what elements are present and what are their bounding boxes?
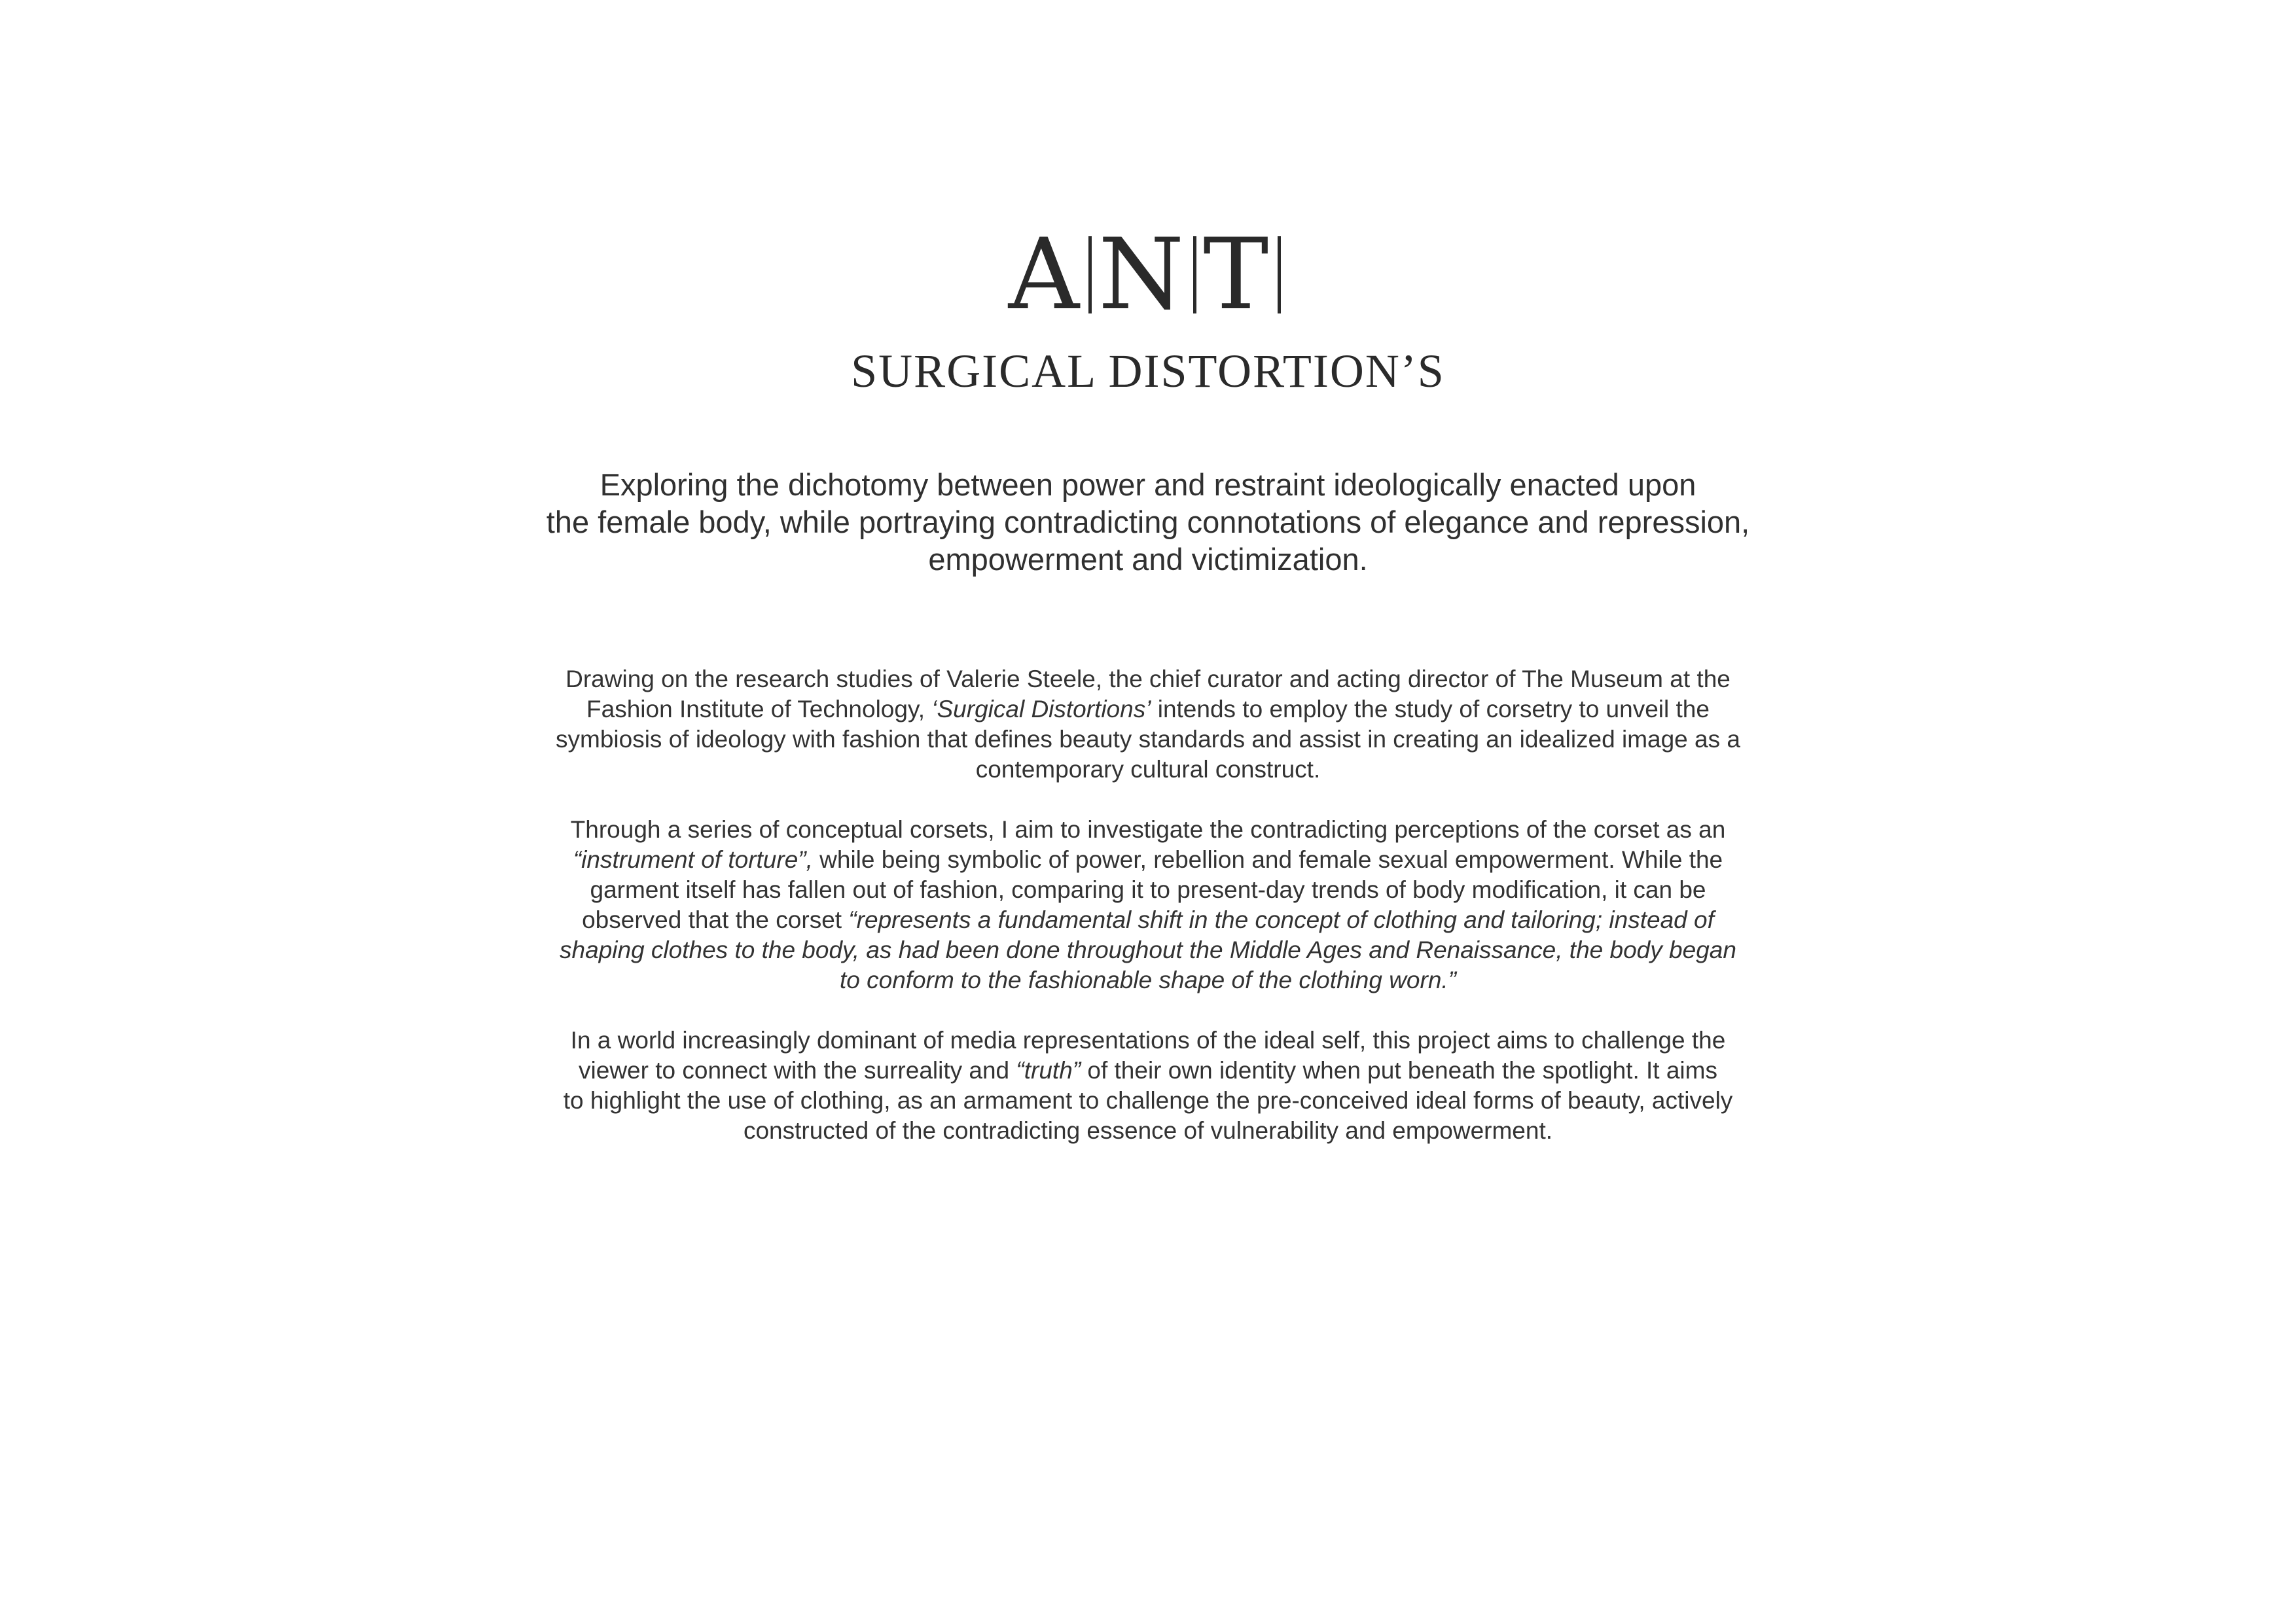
quote-emphasis: “represents a fundamental shift in the concept of clothing and tailoring; instead of xyxy=(848,906,1714,933)
paragraph-line: constructed of the contradicting essence of vulnerability and empowerment. xyxy=(743,1117,1553,1144)
paragraph-line: Fashion Institute of Technology, ‘Surgical Distortions’ intends to employ the study of corsetry to unveil the xyxy=(586,696,1710,722)
lead-statement xyxy=(493,466,1803,578)
paragraph-corsets xyxy=(520,815,1776,995)
logo-divider xyxy=(1193,236,1196,313)
paragraph-line xyxy=(520,965,1776,995)
paragraph-line: viewer to connect with the surreality and “truth” of their own identity when put beneath the spotlight. It aims xyxy=(579,1057,1717,1084)
logo-letter-a: A xyxy=(1008,218,1082,332)
lead-line: Exploring the dichotomy between power and restraint ideologically enacted upon xyxy=(600,467,1696,502)
paragraph-line: Drawing on the research studies of Valerie Steele, the chief curator and acting director of The Museum at the xyxy=(565,666,1731,692)
anti-logo xyxy=(0,216,2296,334)
paragraph-line xyxy=(520,935,1776,965)
logo-divider xyxy=(1278,236,1281,313)
paragraph-line: “instrument of torture”, while being symbolic of power, rebellion and female sexual empowerment. While the xyxy=(573,846,1723,873)
page-title: SURGICAL DISTORTION’S xyxy=(851,345,1445,397)
paragraph-line: observed that the corset “represents a fundamental shift in the concept of clothing and tailoring; instead of xyxy=(582,906,1714,933)
paragraph-line: garment itself has fallen out of fashion, comparing it to present-day trends of body modification, it can be xyxy=(590,876,1706,903)
quote-emphasis: to conform to the fashionable shape of the clothing worn.” xyxy=(839,967,1457,993)
logo-letter-t: T xyxy=(1203,218,1272,332)
paragraph-line: Through a series of conceptual corsets, I aim to investigate the contradicting perceptions of the corset as an xyxy=(570,816,1726,843)
logo-letter-n: N xyxy=(1098,218,1187,332)
paragraph-media xyxy=(520,1026,1776,1146)
lead-line: the female body, while portraying contradicting connotations of elegance and repression, xyxy=(546,505,1750,539)
project-title-emphasis: ‘Surgical Distortions’ xyxy=(931,696,1151,722)
logo-divider xyxy=(1088,236,1092,313)
paragraph-line: to highlight the use of clothing, as an armament to challenge the pre-conceived ideal forms of beauty, actively xyxy=(563,1087,1733,1114)
quote-emphasis: “instrument of torture”, xyxy=(573,846,813,873)
quote-emphasis: “truth” xyxy=(1016,1057,1081,1084)
paragraph-line: In a world increasingly dominant of media representations of the ideal self, this project aims to challenge the xyxy=(570,1027,1726,1054)
paragraph-research xyxy=(520,664,1776,785)
quote-emphasis: shaping clothes to the body, as had been done throughout the Middle Ages and Renaissance, the body began xyxy=(560,936,1736,963)
paragraph-line: symbiosis of ideology with fashion that defines beauty standards and assist in creating an idealized image as a xyxy=(556,726,1740,753)
paragraph-line: contemporary cultural construct. xyxy=(975,756,1321,783)
lead-line: empowerment and victimization. xyxy=(928,542,1368,577)
